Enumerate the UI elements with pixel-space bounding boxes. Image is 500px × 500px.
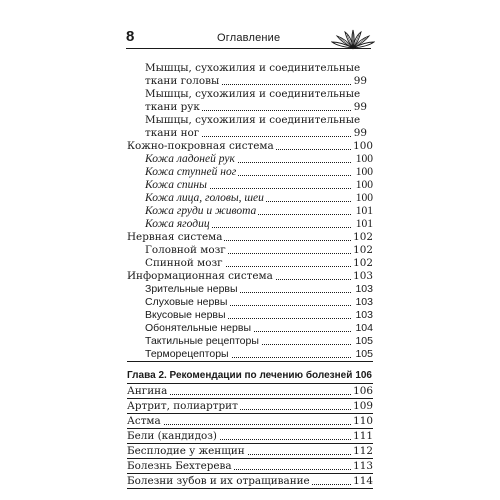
toc-entry[interactable] [127, 166, 373, 179]
toc-entry[interactable] [127, 205, 373, 218]
toc-entry-page: 100 [355, 166, 373, 178]
toc-entry-page: 100 [353, 140, 373, 152]
toc-entry-label: Ангина [127, 385, 168, 397]
toc-entry-label: Болезни зубов и их отращивание [127, 475, 310, 487]
toc-entry-page: 99 [353, 127, 367, 139]
toc-entry-page: 105 [355, 348, 373, 360]
toc-entry-page: 100 [355, 179, 373, 191]
toc-entry-label: Тактильные рецепторы [145, 335, 259, 347]
toc-entry-label: Нервная система [127, 231, 223, 243]
toc-entry[interactable] [127, 114, 373, 140]
toc-section[interactable] [127, 270, 373, 283]
toc-entry[interactable] [127, 399, 373, 414]
toc-entry-line1: Мышцы, сухожилия и соединительные [145, 114, 361, 126]
toc-entry-page: 100 [355, 153, 373, 165]
toc-entry-label: Головной мозг [145, 244, 226, 256]
toc-entry-line2: ткани рук [145, 101, 200, 113]
toc-entry[interactable] [127, 88, 373, 114]
toc-entry[interactable] [127, 244, 373, 257]
toc-entry-page: 104 [355, 322, 373, 334]
toc-entry[interactable] [127, 153, 373, 166]
toc-entry-label: Артрит, полиартрит [127, 400, 238, 412]
toc-entry-label: Астма [127, 415, 161, 427]
toc-entry-page: 103 [355, 309, 373, 321]
toc-entry[interactable] [127, 474, 373, 489]
toc-entry-label: Обонятельные нервы [145, 322, 251, 334]
toc-entry-line1: Мышцы, сухожилия и соединительные [145, 62, 361, 74]
toc-entry-page: 102 [353, 244, 373, 256]
toc-entry-page: 99 [353, 75, 367, 87]
running-head-title: Оглавление [217, 32, 281, 44]
toc-entry-page: 106 [353, 385, 373, 397]
toc-entry-label: Зрительные нервы [145, 283, 238, 295]
toc-entry-page: 110 [353, 415, 373, 427]
toc-entry-page: 102 [353, 257, 373, 269]
header-rule [126, 48, 371, 49]
toc-entry[interactable] [127, 322, 373, 335]
toc-entry[interactable] [127, 335, 373, 348]
toc-entry-label: Кожа ягодиц [145, 218, 210, 230]
toc-entry-label: Кожа груди и живота [145, 205, 257, 217]
toc-entry[interactable] [127, 192, 373, 205]
toc-entry[interactable] [127, 309, 373, 322]
toc-entry-label: Болезнь Бехтерева [127, 460, 232, 472]
toc-chapter-heading[interactable] [127, 369, 373, 384]
toc-entry[interactable] [127, 384, 373, 399]
toc-entry-label: Слуховые нервы [145, 296, 228, 308]
toc-entry-page: 113 [353, 460, 373, 472]
toc-entry-page: 111 [353, 430, 373, 442]
toc-section[interactable] [127, 231, 373, 244]
toc-entry-page: 105 [355, 335, 373, 347]
toc-entry-page: 99 [353, 101, 367, 113]
toc-entry-label: Кожа лица, головы, шеи [145, 192, 264, 204]
toc-entry[interactable] [127, 296, 373, 309]
toc-entry-label: Бели (кандидоз) [127, 430, 217, 442]
toc-entry-label: Бесплодие у женщин [127, 445, 245, 457]
toc-entry-page: 100 [355, 192, 373, 204]
section-gap [127, 362, 373, 369]
toc-entry-page: 102 [353, 231, 373, 243]
toc-entry[interactable] [127, 257, 373, 270]
toc-entry-label: Терморецепторы [145, 348, 229, 360]
toc-entry-line2: ткани головы [145, 75, 220, 87]
toc-entry[interactable] [127, 414, 373, 429]
table-of-contents [127, 62, 373, 489]
toc-entry-label: Кожа ладоней рук [145, 153, 235, 165]
toc-entry-page: 109 [353, 400, 373, 412]
toc-chapter-page: 106 [355, 370, 372, 381]
toc-entry-label: Кожа ступней ног [145, 166, 237, 178]
toc-entry-page: 103 [355, 296, 373, 308]
toc-entry[interactable] [127, 283, 373, 296]
toc-entry-label: Информационная система [127, 270, 273, 282]
toc-entry[interactable] [127, 62, 373, 88]
toc-entry[interactable] [127, 444, 373, 459]
toc-entry-line1: Мышцы, сухожилия и соединительные [145, 88, 361, 100]
toc-entry[interactable] [127, 348, 373, 362]
toc-entry[interactable] [127, 218, 373, 231]
toc-entry-page: 103 [353, 270, 373, 282]
toc-section[interactable] [127, 140, 373, 153]
toc-entry-page: 112 [353, 445, 373, 457]
toc-entry-label: Кожно-покровная система [127, 140, 274, 152]
toc-entry[interactable] [127, 179, 373, 192]
toc-entry-page: 114 [353, 475, 373, 487]
toc-entry-page: 101 [355, 205, 373, 217]
toc-entry-page: 103 [355, 283, 373, 295]
toc-entry-label: Вкусовые нервы [145, 309, 226, 321]
toc-entry-label: Кожа спины [145, 179, 207, 191]
toc-entry-page: 101 [355, 218, 373, 230]
toc-entry-line2: ткани ног [145, 127, 200, 139]
toc-chapter-label: Глава 2. Рекомендации по лечению болезней [127, 370, 353, 381]
toc-entry[interactable] [127, 429, 373, 444]
toc-entry[interactable] [127, 459, 373, 474]
lotus-ornament-icon [331, 28, 375, 50]
toc-entry-label: Спинной мозг [145, 257, 223, 269]
page-number: 8 [126, 28, 135, 45]
